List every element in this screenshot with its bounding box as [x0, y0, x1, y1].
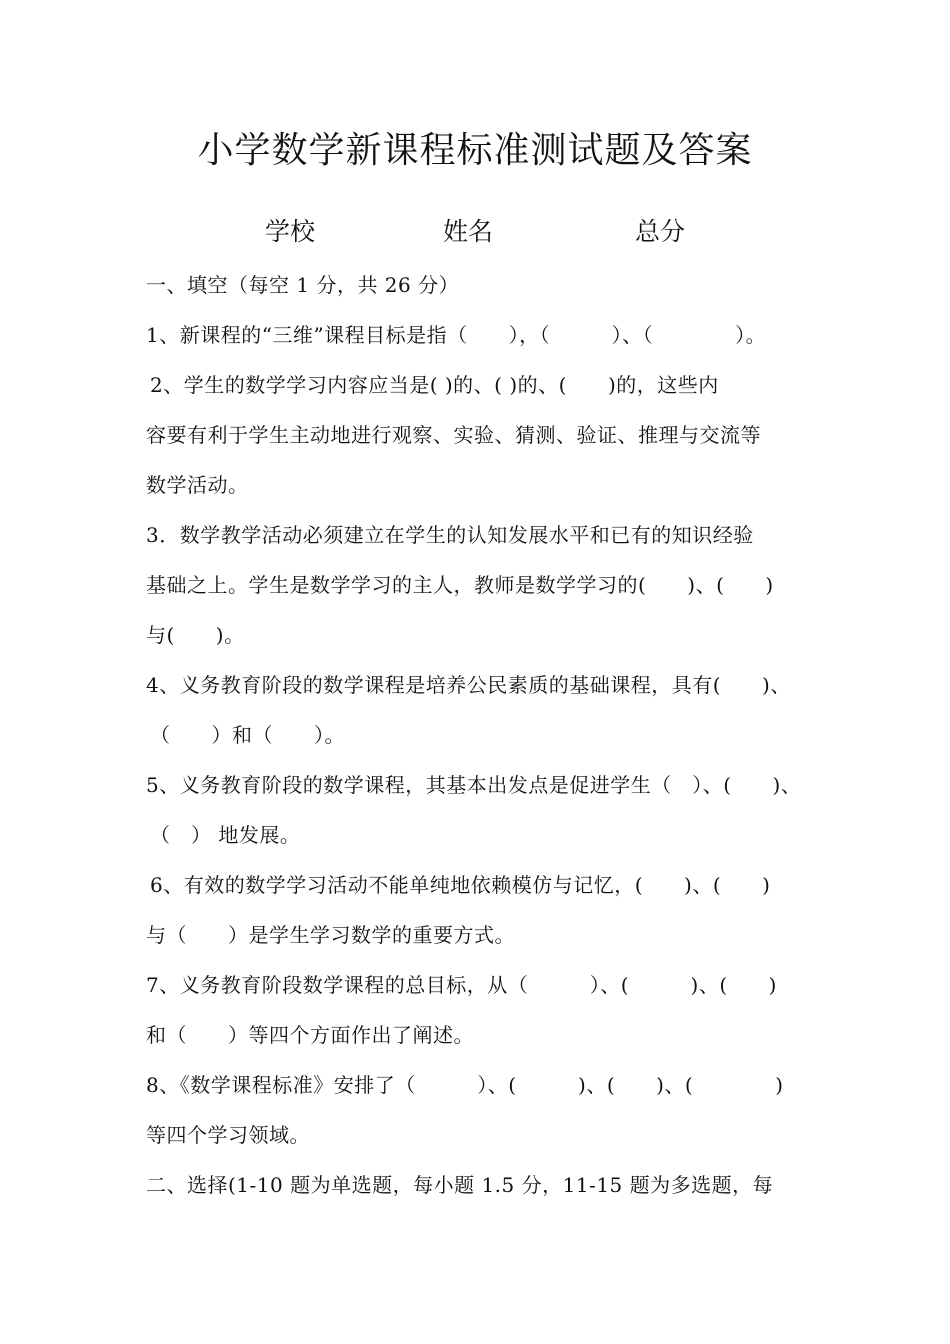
question-4-line-2: （ ）和（ ）。: [150, 723, 345, 747]
section-heading-multiple-choice: 二、选择(1-10 题为单选题，每小题 1.5 分，11-15 题为多选题，每: [146, 1173, 774, 1197]
school-field-label: 学校: [265, 217, 316, 246]
question-3-line-1: 3．数学教学活动必须建立在学生的认知发展水平和已有的知识经验: [146, 523, 754, 547]
total-score-field-label: 总分: [635, 217, 686, 246]
document-title: 小学数学新课程标准测试题及答案: [197, 130, 753, 171]
name-field-label: 姓名: [443, 217, 494, 246]
question-2-line-2: 容要有利于学生主动地进行观察、实验、猜测、验证、推理与交流等: [146, 423, 761, 447]
question-6-line-1: 6、有效的数学学习活动不能单纯地依赖模仿与记忆，( )、( ): [150, 873, 771, 897]
question-8-line-2: 等四个学习领域。: [146, 1123, 310, 1147]
section-heading-fill-in: 一、填空（每空 1 分，共 26 分）: [146, 273, 460, 297]
question-4-line-1: 4、义务教育阶段的数学课程是培养公民素质的基础课程，具有( )、: [146, 673, 791, 697]
question-5-line-1: 5、义务教育阶段的数学课程，其基本出发点是促进学生（ ）、( )、: [146, 773, 802, 797]
question-3-line-2: 基础之上。学生是数学学习的主人，教师是数学学习的( )、( ): [146, 573, 774, 597]
question-3-line-3: 与( )。: [146, 623, 245, 647]
question-7-line-1: 7、义务教育阶段数学课程的总目标，从（ ）、( )、( ): [146, 973, 777, 997]
header-fields: [0, 212, 950, 252]
question-1-line-1: 1、新课程的“三维”课程目标是指（ ），（ ）、（ ）。: [146, 323, 767, 347]
question-2-line-1: 2、学生的数学学习内容应当是( )的、( )的、( )的，这些内: [150, 373, 719, 397]
question-8-line-1: 8、《数学课程标准》安排了（ ）、( )、( )、( ): [146, 1073, 784, 1097]
question-5-line-2: （ ） 地发展。: [150, 823, 301, 847]
question-2-line-3: 数学活动。: [146, 473, 249, 497]
question-6-line-2: 与（ ）是学生学习数学的重要方式。: [146, 923, 515, 947]
question-7-line-2: 和（ ）等四个方面作出了阐述。: [146, 1023, 474, 1047]
